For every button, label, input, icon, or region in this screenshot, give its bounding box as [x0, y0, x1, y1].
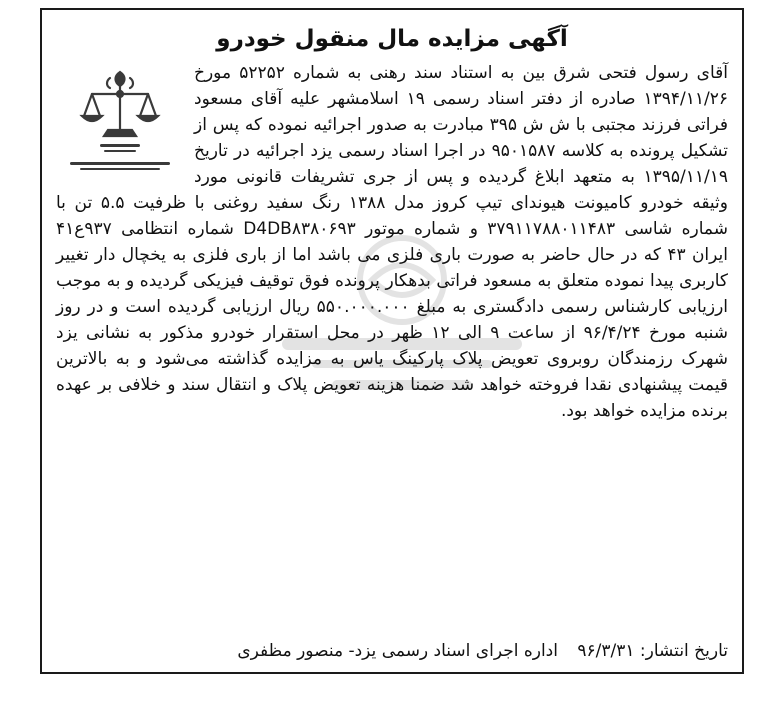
- notice-body-text: [56, 60, 728, 424]
- notice-title: آگهی مزایده مال منقول خودرو: [216, 26, 568, 52]
- notice-body: آقای رسول فتحی شرق بین به استناد سند رهنی به شماره ۵۲۲۵۲ مورخ ۱۳۹۴/۱۱/۲۶ صادره از دفتر اسناد رسمی ۱۹ اسلامشهر علیه آقای مسعود فراتی فرزند مجتبی با ش ش ۳۹۵ مبادرت به صدور اجرائیه نموده که پس از تشکیل پرونده به کلاسه ۹۵۰۱۵۸۷ در اجرا اسناد رسمی یزد اجرائیه در تاریخ ۱۳۹۵/۱۱/۱۹ به متعهد ابلاغ گردیده و پس از جری تشریفات قانونی مورد وثیقه خودرو کامیونت هیوندای تیپ کروز مدل ۱۳۸۸ رنگ سفید روغنی با ظرفیت ۵.۵ تن با شماره شاسی ۳۷۹۱۱۷۸۸۰۱۱۴۸۳ و شماره موتور D4DB۸۳۸۰۶۹۳ شماره انتظامی ۹۳۷ع۴۱ ایران ۴۳ که در حال حاضر به صورت باری فلزی می باشد اما از باری فلزی به یخچال دار تغییر کاربری پیدا نموده متعلق به مسعود فراتی بدهکار پرونده فوق توقیف فیزیکی گردیده و به موجب ارزیابی کارشناس رسمی دادگستری به مبلغ ۵۵۰.۰۰۰.۰۰۰ ریال ارزیابی گردیده است و در روز شنبه مورخ ۹۶/۴/۲۴ از ساعت ۹ الی ۱۲ ظهر در محل استقرار خودرو مذکور به نشانی یزد شهرک رزمندگان روبروی تعویض پلاک پارکینگ یاس به مزایده گذاشته می‌شود و به بالاترین قیمت پیشنهادی نقدا فروخته خواهد شد ضمنا هزینه تعویض پلاک و انتقال سند و خلافی بر عهده برنده مزایده خواهد بود.: [56, 63, 729, 421]
- issuer-signature: اداره اجرای اسناد رسمی یزد- منصور مظفری: [237, 641, 558, 661]
- publish-date: تاریخ انتشار: ۹۶/۳/۳۱: [577, 641, 728, 661]
- notice-footer: [56, 638, 728, 664]
- notice-frame: [40, 8, 744, 674]
- emblem-space: [56, 60, 194, 176]
